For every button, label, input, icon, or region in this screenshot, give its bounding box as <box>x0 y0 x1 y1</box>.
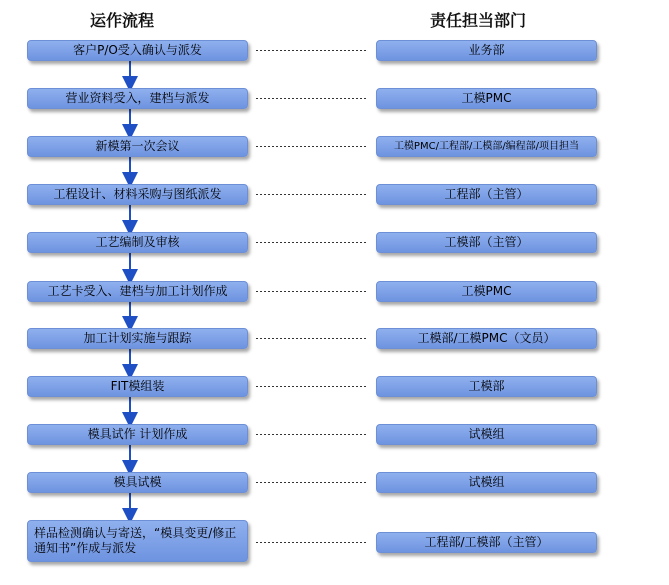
owner-column-header: 责任担当部门 <box>430 11 527 30</box>
owner-step-7: 工模部/工模PMC（文员） <box>376 328 597 349</box>
process-step-10: 模具试模 <box>27 472 248 493</box>
process-step-11: 样品检测确认与寄送，“模具变更/修正通知书”作成与派发 <box>27 520 248 562</box>
process-step-5: 工艺编制及审核 <box>27 232 248 253</box>
process-step-2: 营业资料受入，建档与派发 <box>27 88 248 109</box>
process-step-6: 工艺卡受入、建档与加工计划作成 <box>27 281 248 302</box>
owner-step-9: 试模组 <box>376 424 597 445</box>
process-step-1: 客户P/O受入确认与派发 <box>27 40 248 61</box>
process-step-8: FIT模组装 <box>27 376 248 397</box>
process-step-9: 模具试作 计划作成 <box>27 424 248 445</box>
owner-step-6: 工模PMC <box>376 281 597 302</box>
process-column-header: 运作流程 <box>90 11 155 30</box>
owner-step-2: 工模PMC <box>376 88 597 109</box>
owner-step-3: 工模PMC/工程部/工模部/编程部/项目担当 <box>376 136 597 157</box>
owner-step-8: 工模部 <box>376 376 597 397</box>
process-step-4: 工程设计、材料采购与图纸派发 <box>27 184 248 205</box>
owner-step-1: 业务部 <box>376 40 597 61</box>
owner-step-10: 试模组 <box>376 472 597 493</box>
owner-step-5: 工模部（主管） <box>376 232 597 253</box>
process-step-7: 加工计划实施与跟踪 <box>27 328 248 349</box>
process-step-3: 新模第一次会议 <box>27 136 248 157</box>
owner-step-4: 工程部（主管） <box>376 184 597 205</box>
owner-step-11: 工程部/工模部（主管） <box>376 532 597 553</box>
